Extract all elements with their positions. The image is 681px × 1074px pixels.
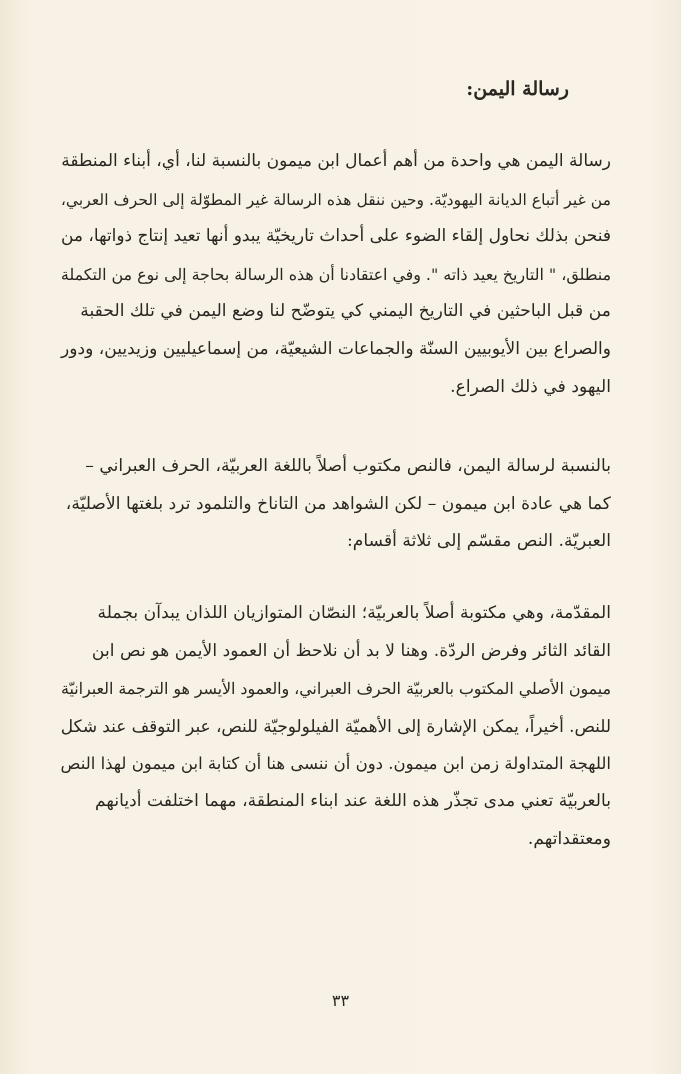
paragraph-line: منطلق، " التاريخ يعيد ذاته ". وفي اعتقادنا أن هذه الرسالة بحاجة إلى نوع من التكملة bbox=[60, 264, 611, 284]
paragraph-line: ومعتقداتهم. bbox=[527, 828, 611, 849]
paragraph-line: ميمون الأصلي المكتوب بالعربيّة الحرف العبراني، والعمود الأيسر هو الترجمة العبرانيّة bbox=[61, 679, 611, 699]
paragraph-line: اليهود في ذلك الصراع. bbox=[450, 376, 611, 397]
paragraph-line: بالعربيّة تعني مدى تجذّر هذه اللغة عند ابناء المنطقة، مهما اختلفت أديانهم bbox=[94, 790, 611, 811]
paragraph-line: للنص. أخيراً، يمكن الإشارة إلى الأهميّة الفيلولوجيّة للنص، عبر التوقف عند شكل bbox=[60, 715, 611, 736]
paragraph-line: القائد الثائر وفرض الردّة. وهنا لا بد أن نلاحظ أن العمود الأيمن هو نص ابن bbox=[91, 640, 611, 661]
paragraph-line: والصراع بين الأيوبيين السنّة والجماعات الشيعيّة، من إسماعيليين وزيديين، ودور bbox=[61, 338, 611, 359]
paragraph-structure bbox=[61, 595, 611, 858]
paragraph-intro bbox=[61, 143, 611, 406]
paragraph-line: رسالة اليمن هي واحدة من أهم أعمال ابن ميمون بالنسبة لنا، أي، أبناء المنطقة bbox=[61, 151, 611, 171]
page-number: ٣٣ bbox=[331, 991, 350, 1010]
paragraph-line: العبريّة. النص مقسّم إلى ثلاثة أقسام: bbox=[346, 531, 611, 552]
paragraph-line: من غير أتباع الديانة اليهوديّة. وحين ننقل هذه الرسالة غير المطوّلة إلى الحرف العربي، bbox=[60, 189, 611, 209]
paragraph-line: بالنسبة لرسالة اليمن، فالنص مكتوب أصلاً باللغة العربيّة، الحرف العبراني – bbox=[85, 456, 611, 476]
paragraph-line: من قبل الباحثين في التاريخ اليمني كي يتوضّح لنا وضع اليمن في تلك الحقبة bbox=[80, 301, 611, 322]
paragraph-language bbox=[61, 448, 611, 561]
paragraph-line: كما هي عادة ابن ميمون – لكن الشواهد من التاناخ والتلمود ترد بلغتها الأصليّة، bbox=[65, 493, 611, 514]
paragraph-line: المقدّمة، وهي مكتوبة أصلاً بالعربيّة؛ النصّان المتوازيان اللذان يبدآن بجملة bbox=[97, 603, 611, 623]
paragraph-line: فنحن بذلك نحاول إلقاء الضوء على أحداث تاريخيّة يبدو أنها تعيد إنتاج ذواتها، من bbox=[61, 226, 611, 247]
paragraph-line: اللهجة المتداولة زمن ابن ميمون. دون أن ننسى هنا أن كتابة ابن ميمون لهذا النص bbox=[60, 754, 611, 774]
section-heading: رسالة اليمن: bbox=[466, 78, 569, 100]
